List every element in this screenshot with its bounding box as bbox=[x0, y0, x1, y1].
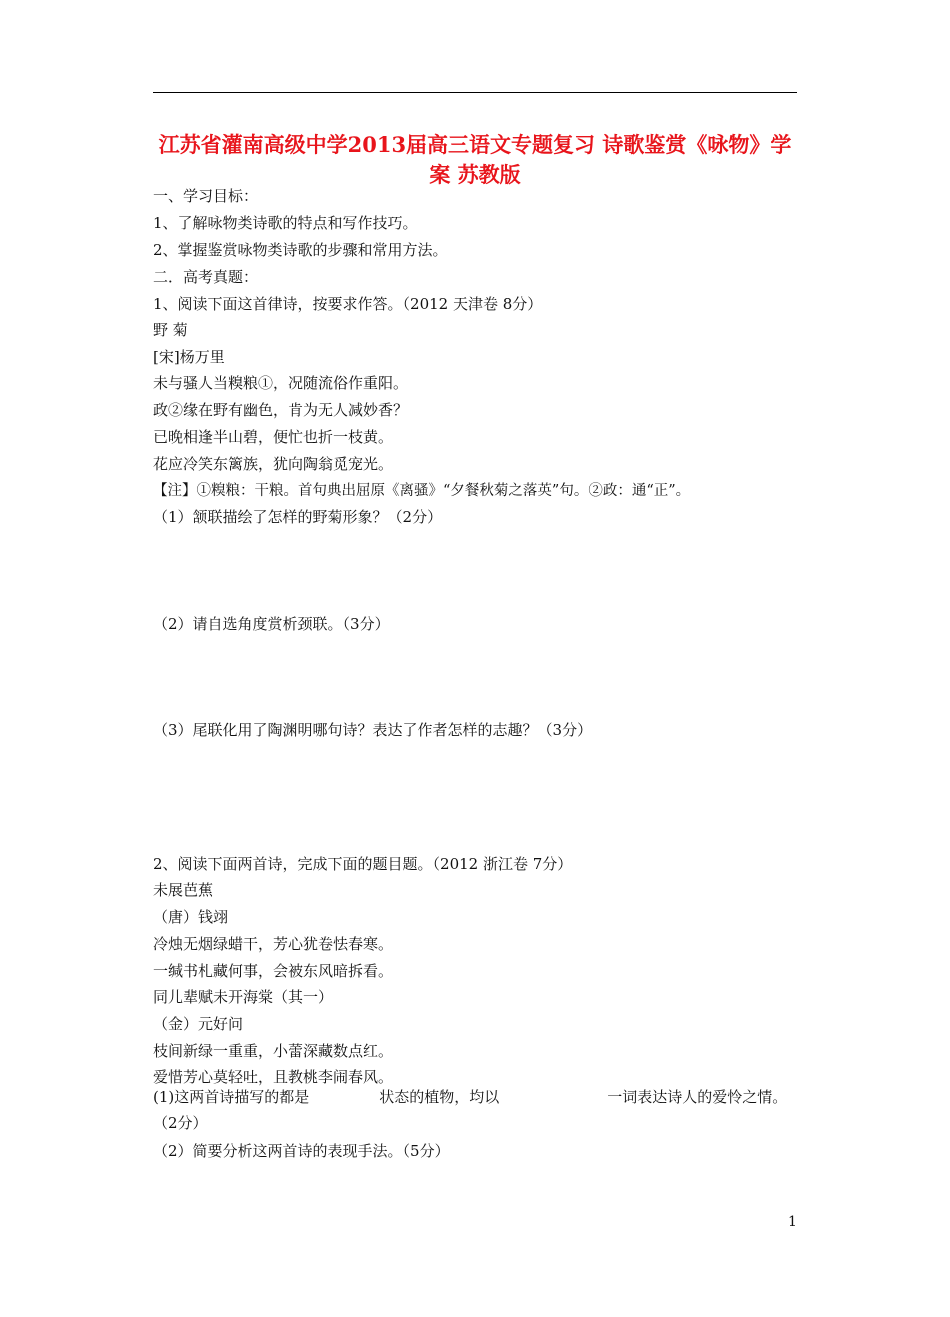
poem-3-title: 同儿辈赋未开海棠（其一） bbox=[153, 988, 334, 1006]
page-number: 1 bbox=[788, 1214, 797, 1230]
poem-1-line-3: 已晚相逢半山碧，便忙也折一枝黄。 bbox=[153, 428, 394, 446]
poem-3-line-2: 爱惜芳心莫轻吐，且教桃李闹春风。 bbox=[153, 1068, 394, 1086]
question-2-1-part-3: 一词表达诗人的爱怜之情。（2分） bbox=[153, 1088, 788, 1132]
question-1-3: （3）尾联化用了陶渊明哪句诗？表达了作者怎样的志趣？（3分） bbox=[153, 721, 593, 739]
poem-2-line-2: 一缄书札藏何事，会被东风暗拆看。 bbox=[153, 962, 394, 980]
question-2-prompt: 2、阅读下面两首诗，完成下面的题目题。（2012 浙江卷 7分） bbox=[153, 855, 573, 873]
poem-1-notes: 【注】①糗粮：干粮。首句典出屈原《离骚》“夕餐秋菊之落英”句。②政：通“正”。 bbox=[153, 483, 691, 499]
question-2-1-part-1: (1)这两首诗描写的都是 bbox=[153, 1088, 310, 1106]
question-1-1: （1）颔联描绘了怎样的野菊形象？（2分） bbox=[153, 508, 443, 526]
poem-3-line-1: 枝间新绿一重重，小蕾深藏数点红。 bbox=[153, 1042, 394, 1060]
poem-1-author: [宋]杨万里 bbox=[153, 348, 225, 366]
goal-1: 1、了解咏物类诗歌的特点和写作技巧。 bbox=[153, 214, 418, 232]
header-rule bbox=[153, 92, 797, 93]
poem-2-line-1: 冷烛无烟绿蜡干，芳心犹卷怯春寒。 bbox=[153, 935, 394, 953]
question-1-prompt: 1、阅读下面这首律诗，按要求作答。（2012 天津卷 8分） bbox=[153, 295, 543, 313]
poem-3-author: （金）元好问 bbox=[153, 1015, 244, 1033]
poem-2-title: 未展芭蕉 bbox=[153, 881, 214, 899]
poem-1-line-2: 政②缘在野有幽色，肯为无人减妙香？ bbox=[153, 401, 409, 419]
poem-1-title: 野 菊 bbox=[153, 321, 188, 339]
question-1-2: （2）请自选角度赏析颈联。（3分） bbox=[153, 615, 390, 633]
poem-1-line-4: 花应冷笑东篱族，犹向陶翁觅宠光。 bbox=[153, 455, 394, 473]
question-2-2: （2）简要分析这两首诗的表现手法。（5分） bbox=[153, 1142, 450, 1160]
document-title: 江苏省灌南高级中学2013届高三语文专题复习 诗歌鉴赏《咏物》学案 苏教版 bbox=[158, 132, 792, 187]
goal-2: 2、掌握鉴赏咏物类诗歌的步骤和常用方法。 bbox=[153, 241, 448, 259]
section-goals-heading: 一、学习目标： bbox=[153, 187, 259, 205]
question-2-1 bbox=[153, 1084, 797, 1136]
poem-1-line-1: 未与骚人当糗粮①，况随流俗作重阳。 bbox=[153, 374, 409, 392]
section-exam-heading: 二．高考真题： bbox=[153, 268, 259, 286]
poem-2-author: （唐）钱翊 bbox=[153, 908, 229, 926]
question-2-1-part-2: 状态的植物，均以 bbox=[379, 1088, 500, 1106]
